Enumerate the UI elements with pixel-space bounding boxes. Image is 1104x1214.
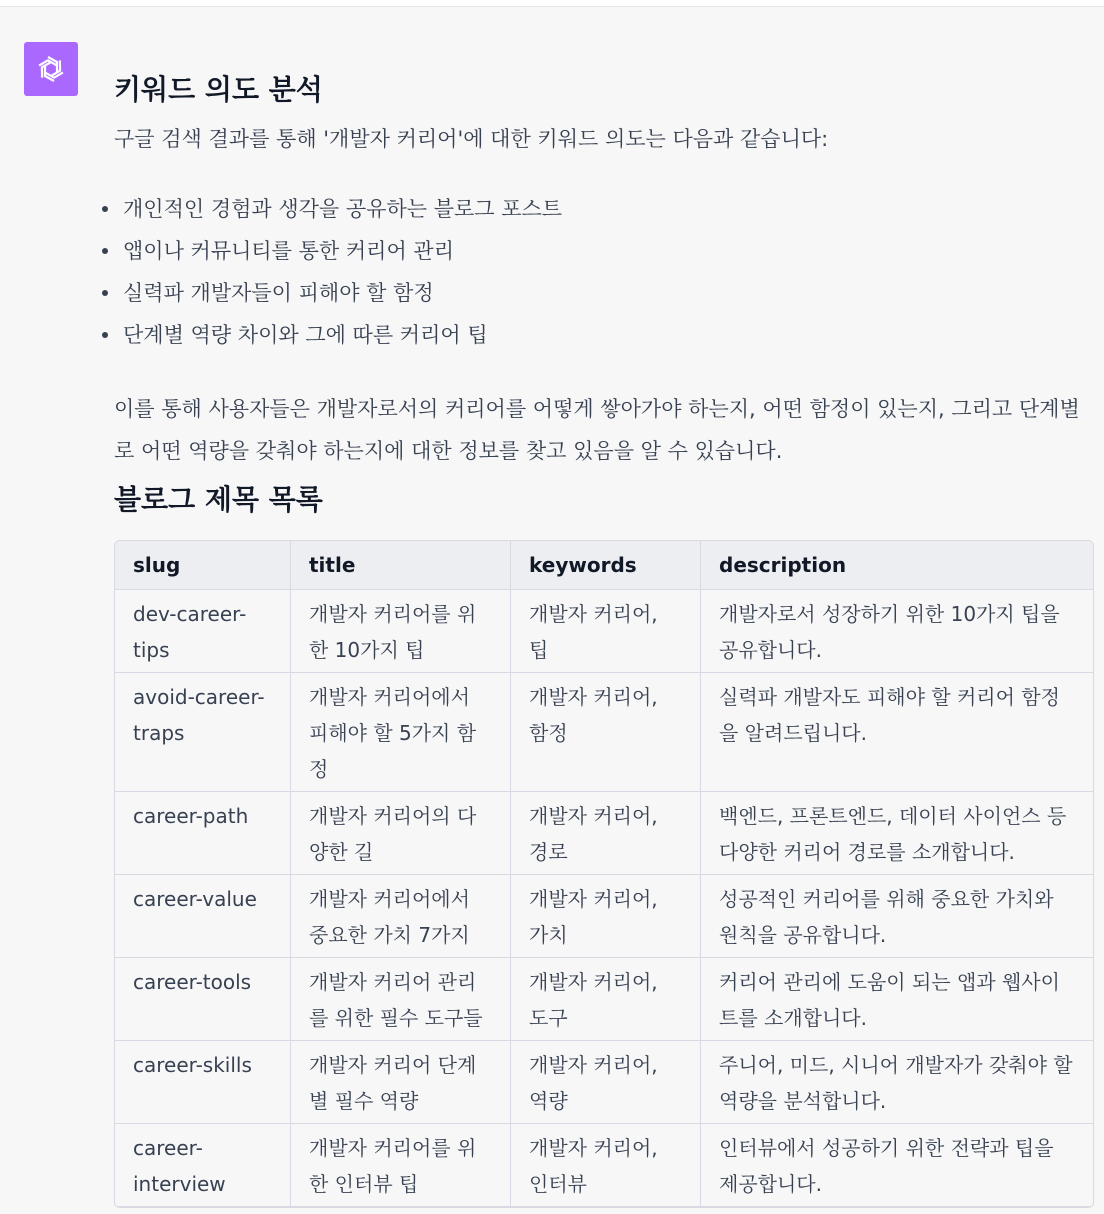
cell-description: 주니어, 미드, 시니어 개발자가 갖춰야 할 역량을 분석합니다. <box>701 1041 1093 1124</box>
cell-slug: career-interview <box>115 1124 291 1207</box>
table-row <box>115 1041 1093 1124</box>
cell-slug: career-tools <box>115 958 291 1041</box>
column-header-title: title <box>291 541 511 590</box>
cell-description: 인터뷰에서 성공하기 위한 전략과 팁을 제공합니다. <box>701 1124 1093 1207</box>
cell-title: 개발자 커리어에서 중요한 가치 7가지 <box>291 875 511 958</box>
cell-title: 개발자 커리어 관리를 위한 필수 도구들 <box>291 958 511 1041</box>
blog-title-table <box>114 540 1094 1208</box>
cell-description: 커리어 관리에 도움이 되는 앱과 웹사이트를 소개합니다. <box>701 958 1093 1041</box>
cell-title: 개발자 커리어를 위한 10가지 팁 <box>291 590 511 673</box>
column-header-slug: slug <box>115 541 291 590</box>
cell-description: 성공적인 커리어를 위해 중요한 가치와 원칙을 공유합니다. <box>701 875 1093 958</box>
openai-logo-icon <box>33 51 69 87</box>
keyword-intent-heading: 키워드 의도 분석 <box>114 73 323 106</box>
assistant-message <box>114 62 1094 1208</box>
list-item: 실력파 개발자들이 피해야 할 함정 <box>102 272 1094 314</box>
cell-keywords: 개발자 커리어, 함정 <box>511 673 701 792</box>
table-header-row <box>115 541 1093 590</box>
cell-keywords: 개발자 커리어, 도구 <box>511 958 701 1041</box>
list-item: 개인적인 경험과 생각을 공유하는 블로그 포스트 <box>102 188 1094 230</box>
table-row <box>115 792 1093 875</box>
cell-keywords: 개발자 커리어, 가치 <box>511 875 701 958</box>
cell-slug: career-path <box>115 792 291 875</box>
list-item: 단계별 역량 차이와 그에 따른 커리어 팁 <box>102 314 1094 356</box>
assistant-avatar <box>24 42 78 96</box>
cell-description: 개발자로서 성장하기 위한 10가지 팁을 공유합니다. <box>701 590 1093 673</box>
cell-keywords: 개발자 커리어, 경로 <box>511 792 701 875</box>
column-header-description: description <box>701 541 1093 590</box>
cell-title: 개발자 커리어의 다양한 길 <box>291 792 511 875</box>
cell-slug: career-value <box>115 875 291 958</box>
table-row <box>115 590 1093 673</box>
list-item: 앱이나 커뮤니티를 통한 커리어 관리 <box>102 230 1094 272</box>
top-divider <box>0 0 1104 7</box>
table-row <box>115 958 1093 1041</box>
table-row <box>115 1124 1093 1207</box>
cell-title: 개발자 커리어를 위한 인터뷰 팁 <box>291 1124 511 1207</box>
table-row <box>115 875 1093 958</box>
cell-title: 개발자 커리어에서 피해야 할 5가지 함정 <box>291 673 511 792</box>
column-header-keywords: keywords <box>511 541 701 590</box>
keyword-intent-intro: 구글 검색 결과를 통해 '개발자 커리어'에 대한 키워드 의도는 다음과 같습니다: <box>114 127 829 151</box>
cell-keywords: 개발자 커리어, 역량 <box>511 1041 701 1124</box>
cell-keywords: 개발자 커리어, 인터뷰 <box>511 1124 701 1207</box>
cell-slug: avoid-career-traps <box>115 673 291 792</box>
cell-slug: dev-career-tips <box>115 590 291 673</box>
blog-title-heading: 블로그 제목 목록 <box>114 483 323 516</box>
table-row <box>115 673 1093 792</box>
keyword-intent-list <box>102 188 1094 356</box>
cell-title: 개발자 커리어 단계별 필수 역량 <box>291 1041 511 1124</box>
cell-description: 실력파 개발자도 피해야 할 커리어 함정을 알려드립니다. <box>701 673 1093 792</box>
cell-description: 백엔드, 프론트엔드, 데이터 사이언스 등 다양한 커리어 경로를 소개합니다. <box>701 792 1093 875</box>
keyword-intent-summary: 이를 통해 사용자들은 개발자로서의 커리어를 어떻게 쌓아가야 하는지, 어떤 함정이 있는지, 그리고 단계별로 어떤 역량을 갖춰야 하는지에 대한 정보를 찾고 있음을 알 수 있습니다. <box>114 397 1080 463</box>
cell-keywords: 개발자 커리어, 팁 <box>511 590 701 673</box>
cell-slug: career-skills <box>115 1041 291 1124</box>
